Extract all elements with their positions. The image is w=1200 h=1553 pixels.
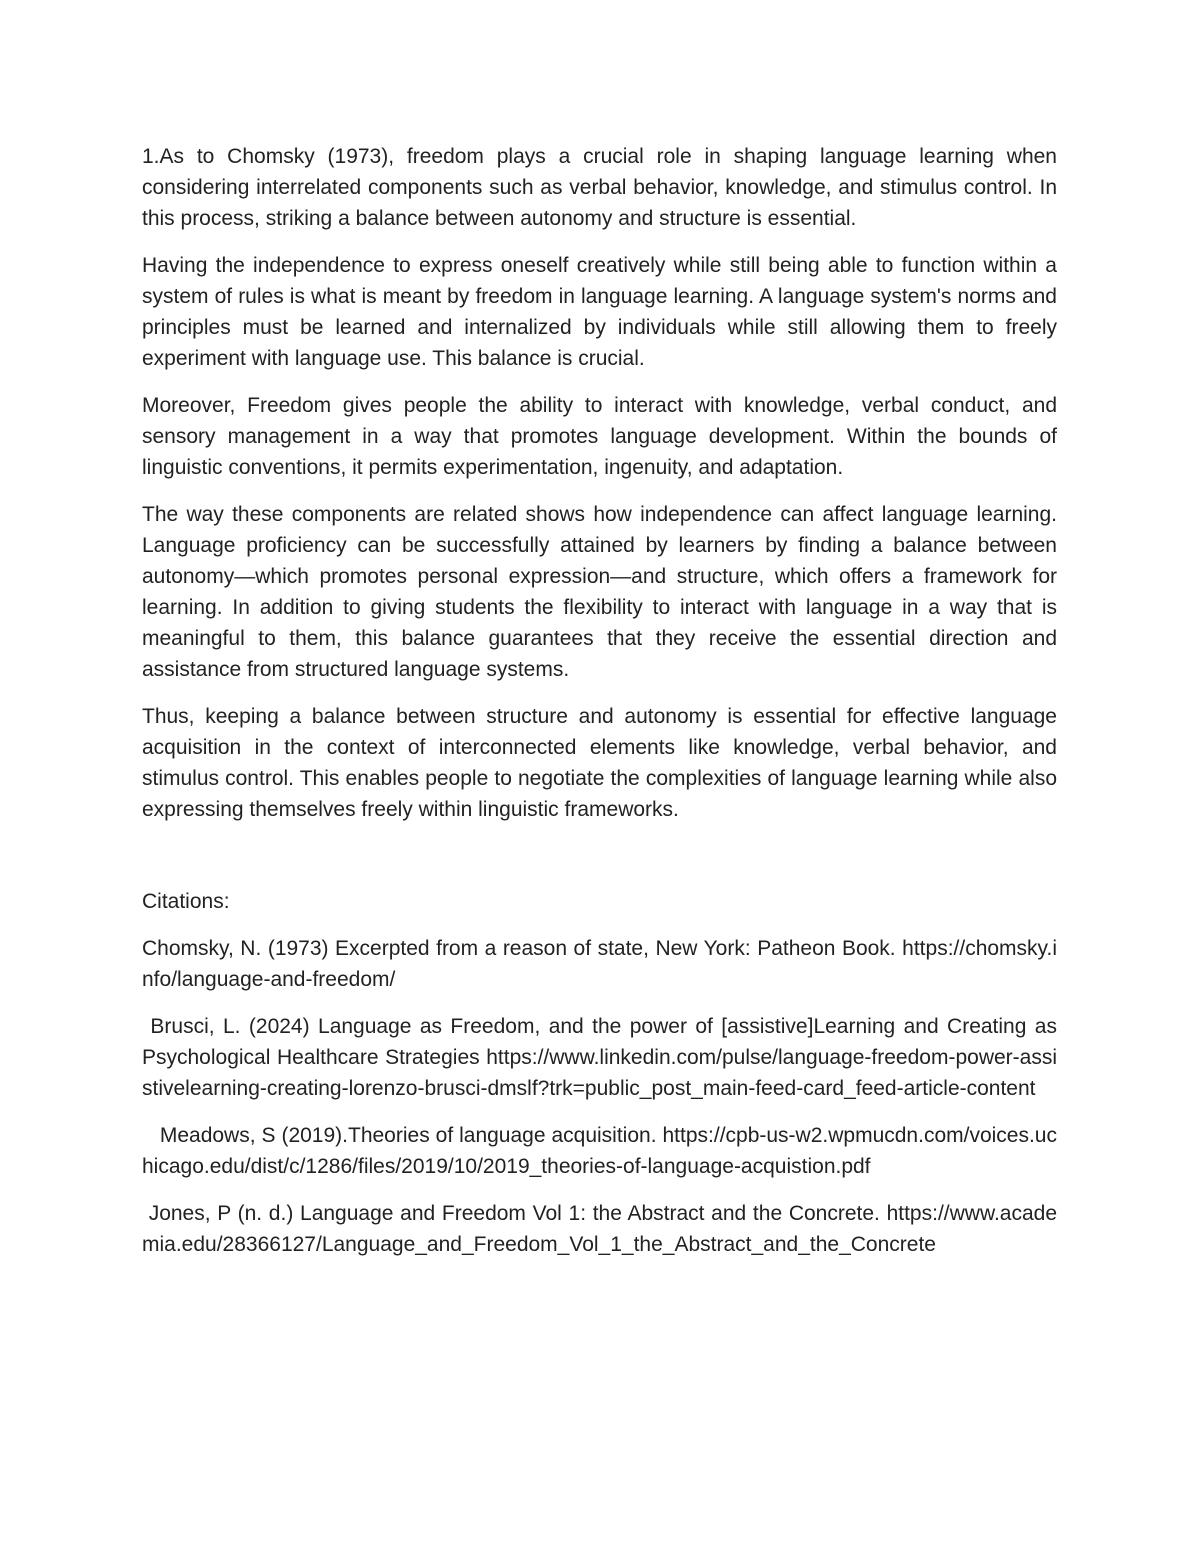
citations-heading: Citations: — [142, 890, 230, 913]
citation-meadows — [142, 1120, 1057, 1182]
citation-link[interactable]: https://chomsky.info/language-and-freedom/ — [142, 937, 1057, 991]
citation-text: Jones, P (n. d.) Language and Freedom Vol 1: the Abstract and the Concrete. — [142, 1202, 880, 1225]
citation-link[interactable]: https://cpb-us-w2.wpmucdn.com/voices.uchicago.edu/dist/c/1286/files/2019/10/2019_theories-of-language-acquistion.pdf — [142, 1124, 1057, 1178]
citation-link[interactable]: https://www.linkedin.com/pulse/language-freedom-power-assistivelearning-creating-lorenzo-brusci-dmslf?trk=public_post_main-feed-card_feed-article-content — [142, 1046, 1057, 1100]
paragraph-components: The way these components are related shows how independence can affect language learning. Language proficiency can be successfully attained by learners by finding a balance between autonomy—which promotes personal expression—and structure, which offers a framework for learning. In addition to giving students the flexibility to interact with language in a way that is meaningful to them, this balance guarantees that they receive the essential direction and assistance from structured language systems. — [142, 503, 1057, 681]
citation-link[interactable]: https://www.academia.edu/28366127/Language_and_Freedom_Vol_1_the_Abstract_and_the_Concrete — [142, 1202, 1057, 1256]
paragraph-conclusion: Thus, keeping a balance between structure and autonomy is essential for effective language acquisition in the context of interconnected elements like knowledge, verbal behavior, and stimulus control. This enables people to negotiate the complexities of language learning while also expressing themselves freely within linguistic frameworks. — [142, 705, 1057, 821]
citation-jones — [142, 1198, 1057, 1260]
citation-chomsky — [142, 933, 1057, 995]
paragraph-intro: 1.As to Chomsky (1973), freedom plays a crucial role in shaping language learning when considering interrelated components such as verbal behavior, knowledge, and stimulus control. In this process, striking a balance between autonomy and structure is essential. — [142, 145, 1057, 230]
citation-brusci — [142, 1011, 1063, 1104]
citation-text: Meadows, S (2019).Theories of language acquisition. — [142, 1124, 657, 1147]
paragraph-independence: Having the independence to express oneself creatively while still being able to function within a system of rules is what is meant by freedom in language learning. A language system's norms and principles must be learned and internalized by individuals while still allowing them to freely experiment with language use. This balance is crucial. — [142, 254, 1057, 370]
paragraph-moreover: Moreover, Freedom gives people the ability to interact with knowledge, verbal conduct, and sensory management in a way that promotes language development. Within the bounds of linguistic conventions, it permits experimentation, ingenuity, and adaptation. — [142, 394, 1057, 479]
citation-text: Chomsky, N. (1973) Excerpted from a reason of state, New York: Patheon Book. — [142, 937, 896, 960]
citation-text: Brusci, L. (2024) Language as Freedom, and the power of [assistive]Learning and Creating as Psychological Healthcare Strategies — [142, 1015, 1063, 1069]
document-body — [142, 141, 1063, 1276]
